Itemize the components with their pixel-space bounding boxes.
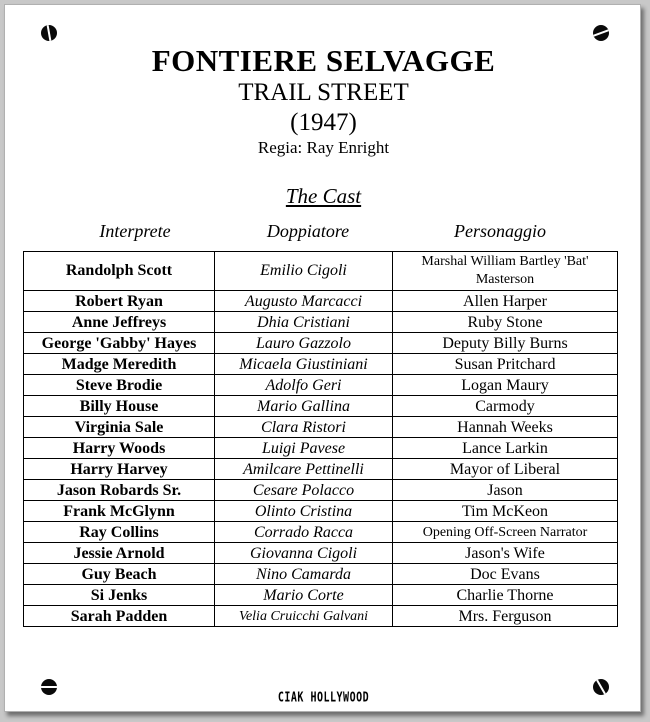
character-cell: Tim McKeon [393,501,618,522]
voice-cell: Emilio Cigoli [215,252,393,291]
voice-cell: Adolfo Geri [215,375,393,396]
actor-cell: Anne Jeffreys [24,312,215,333]
screw-icon [41,25,57,41]
character-cell: Jason [393,480,618,501]
table-row [24,417,618,438]
voice-cell: Micaela Giustiniani [215,354,393,375]
character-cell: Doc Evans [393,564,618,585]
character-cell: Allen Harper [393,291,618,312]
table-row [24,501,618,522]
column-header-actor: Interprete [99,221,171,241]
voice-cell: Velia Cruicchi Galvani [215,606,393,627]
voice-cell: Mario Gallina [215,396,393,417]
character-cell: Ruby Stone [393,312,618,333]
screw-icon [593,25,609,41]
table-row [24,396,618,417]
voice-cell: Clara Ristori [215,417,393,438]
table-row [24,354,618,375]
actor-cell: Ray Collins [24,522,215,543]
voice-cell: Luigi Pavese [215,438,393,459]
actor-cell: Guy Beach [24,564,215,585]
voice-cell: Augusto Marcacci [215,291,393,312]
actor-cell: Randolph Scott [24,252,215,291]
actor-cell: Sarah Padden [24,606,215,627]
character-cell: Jason's Wife [393,543,618,564]
table-row [24,375,618,396]
cast-plaque [4,4,641,712]
voice-cell: Giovanna Cigoli [215,543,393,564]
character-cell: Charlie Thorne [393,585,618,606]
actor-cell: Si Jenks [24,585,215,606]
voice-cell: Corrado Racca [215,522,393,543]
character-cell: Logan Maury [393,375,618,396]
character-cell: Deputy Billy Burns [393,333,618,354]
actor-cell: Jessie Arnold [24,543,215,564]
table-row [24,480,618,501]
cast-table [23,251,618,627]
release-year: (1947) [290,109,357,136]
table-row [24,585,618,606]
table-row [24,333,618,354]
actor-cell: Robert Ryan [24,291,215,312]
character-cell: Marshal William Bartley 'Bat' Masterson [393,252,618,291]
table-row [24,564,618,585]
cast-heading: The Cast [285,184,362,208]
actor-cell: Virginia Sale [24,417,215,438]
director-credit: Regia: Ray Enright [257,138,390,157]
voice-cell: Lauro Gazzolo [215,333,393,354]
voice-cell: Olinto Cristina [215,501,393,522]
actor-cell: Billy House [24,396,215,417]
page-title: FONTIERE SELVAGGE [151,43,496,78]
character-cell: Mrs. Ferguson [393,606,618,627]
table-row [24,522,618,543]
actor-cell: Frank McGlynn [24,501,215,522]
column-header-voice: Doppiatore [266,221,350,241]
character-cell: Lance Larkin [393,438,618,459]
voice-cell: Cesare Polacco [215,480,393,501]
actor-cell: Steve Brodie [24,375,215,396]
voice-cell: Mario Corte [215,585,393,606]
character-cell: Hannah Weeks [393,417,618,438]
actor-cell: Madge Meredith [24,354,215,375]
character-cell: Opening Off-Screen Narrator [393,522,618,543]
table-row [24,438,618,459]
table-row [24,252,618,291]
footer-logo: CIAK HOLLYWOOD [277,691,370,706]
voice-cell: Nino Camarda [215,564,393,585]
actor-cell: Jason Robards Sr. [24,480,215,501]
character-cell: Susan Pritchard [393,354,618,375]
character-cell: Mayor of Liberal [393,459,618,480]
actor-cell: Harry Harvey [24,459,215,480]
table-row [24,291,618,312]
table-row [24,606,618,627]
table-row [24,543,618,564]
actor-cell: Harry Woods [24,438,215,459]
voice-cell: Amilcare Pettinelli [215,459,393,480]
character-cell: Carmody [393,396,618,417]
actor-cell: George 'Gabby' Hayes [24,333,215,354]
original-title: TRAIL STREET [238,79,409,106]
table-row [24,312,618,333]
voice-cell: Dhia Cristiani [215,312,393,333]
table-row [24,459,618,480]
column-header-character: Personaggio [454,221,546,241]
